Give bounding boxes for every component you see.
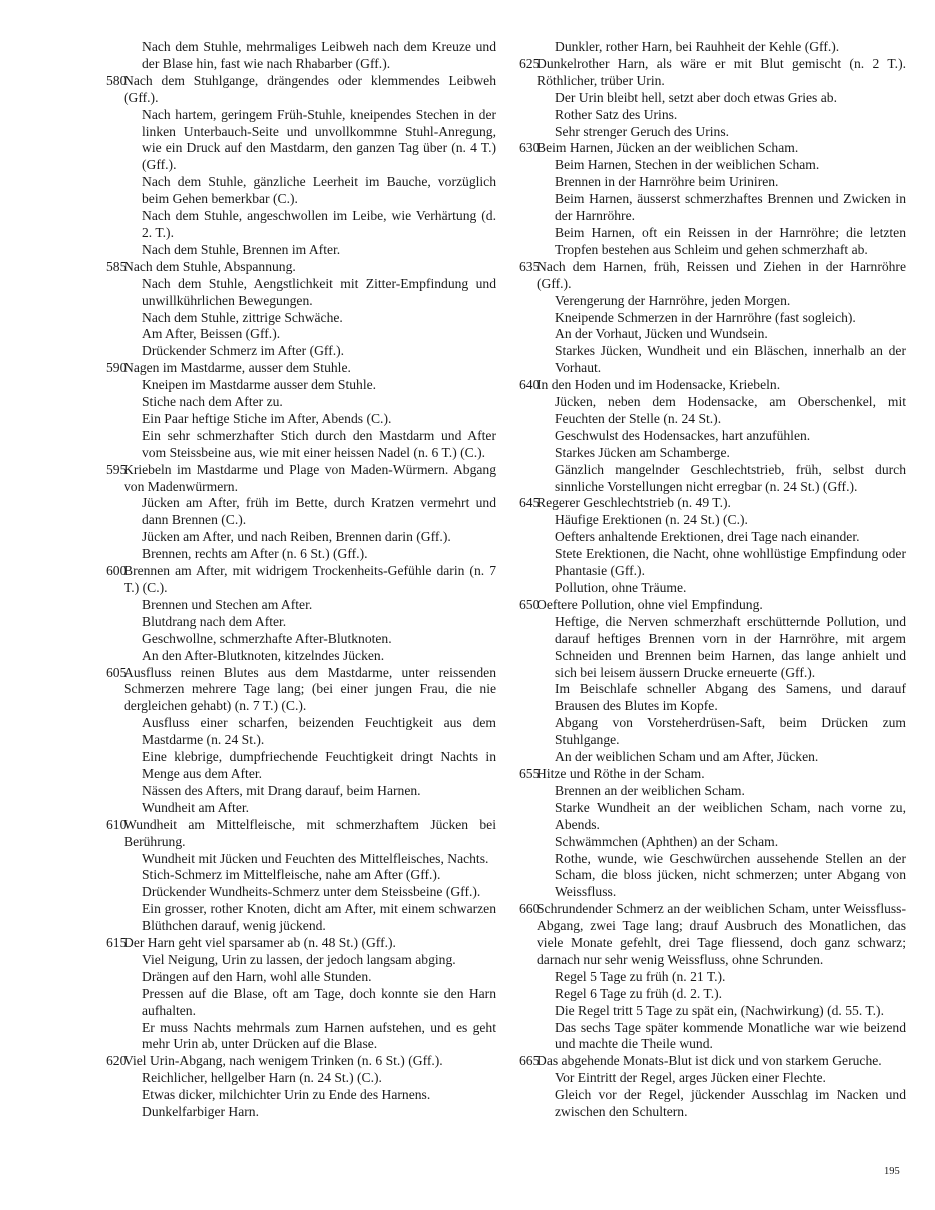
entry-number: 655 — [519, 765, 540, 781]
symptom-entry — [106, 259, 496, 276]
symptom-entry — [519, 140, 906, 157]
entry-text: Beim Harnen, Jücken an der weiblichen Scham. — [537, 140, 799, 156]
symptom-entry — [519, 124, 906, 141]
symptom-entry — [106, 1087, 496, 1104]
entry-text: Ein grosser, rother Knoten, dicht am After, mit einem schwarzen Blüthchen darauf, wenig jückend. — [142, 901, 496, 934]
entry-text: Nach dem Stuhle, zittrige Schwäche. — [142, 309, 343, 325]
symptom-entry — [106, 529, 496, 546]
symptom-entry — [106, 310, 496, 327]
entry-text: Regerer Geschlechtstrieb (n. 49 T.). — [537, 495, 731, 511]
symptom-entry — [519, 107, 906, 124]
entry-text: Die Regel tritt 5 Tage zu spät ein, (Nachwirkung) (d. 55. T.). — [555, 1002, 884, 1018]
entry-text: Kneipende Schmerzen in der Harnröhre (fast sogleich). — [555, 309, 856, 325]
symptom-entry — [519, 783, 906, 800]
symptom-entry — [519, 462, 906, 496]
symptom-entry — [106, 986, 496, 1020]
symptom-entry — [106, 901, 496, 935]
entry-number: 645 — [519, 495, 540, 511]
symptom-entry — [519, 715, 906, 749]
symptom-entry — [106, 276, 496, 310]
entry-text: Nach dem Stuhle, angeschwollen im Leibe, wie Verhärtung (d. 2. T.). — [142, 208, 496, 240]
entry-number: 660 — [519, 901, 540, 917]
symptom-entry — [106, 867, 496, 884]
symptom-entry — [106, 343, 496, 360]
entry-text: Oeftere Pollution, ohne viel Empfindung. — [537, 596, 763, 612]
entry-text: Starkes Jücken, Wundheit und ein Bläschen, innerhalb an der Vorhaut. — [555, 343, 906, 376]
symptom-entry — [519, 310, 906, 327]
entry-text: Nagen im Mastdarme, ausser dem Stuhle. — [124, 360, 351, 376]
symptom-entry — [106, 749, 496, 783]
symptom-entry — [106, 952, 496, 969]
entry-text: Etwas dicker, milchichter Urin zu Ende des Harnens. — [142, 1087, 431, 1103]
entry-text: Stiche nach dem After zu. — [142, 394, 283, 410]
entry-text: Ein sehr schmerzhafter Stich durch den Mastdarm und After vom Steissbeine aus, wie mit einer heissen Nadel (n. 6 T.) (C.). — [142, 427, 496, 460]
symptom-entry — [106, 1104, 496, 1121]
entry-text: Abgang von Vorsteherdrüsen-Saft, beim Drücken zum Stuhlgange. — [555, 715, 906, 748]
symptom-entry — [106, 546, 496, 563]
entry-text: Starke Wundheit an der weiblichen Scham, nach vorne zu, Abends. — [555, 799, 906, 832]
entry-text: Verengerung der Harnröhre, jeden Morgen. — [555, 292, 791, 308]
entry-text: Kriebeln im Mastdarme und Plage von Maden-Würmern. Abgang von Madenwürmern. — [124, 461, 496, 494]
symptom-entry — [519, 157, 906, 174]
symptom-entry — [519, 766, 906, 783]
symptom-entry — [519, 495, 906, 512]
entry-text: Drückender Schmerz im After (Gff.). — [142, 343, 345, 359]
left-column — [106, 39, 496, 1121]
symptom-entry — [519, 1087, 906, 1121]
entry-text: Reichlicher, hellgelber Harn (n. 24 St.) (C.). — [142, 1070, 382, 1086]
entry-text: Pressen auf die Blase, oft am Tage, doch konnte sie den Harn aufhalten. — [142, 985, 496, 1018]
entry-text: Nach dem Stuhle, mehrmaliges Leibweh nach dem Kreuze und der Blase hin, fast wie nach Rhabarber (Gff.). — [142, 39, 496, 71]
symptom-entry — [106, 648, 496, 665]
entry-text: Pollution, ohne Träume. — [555, 580, 687, 595]
symptom-entry — [106, 411, 496, 428]
symptom-entry — [106, 969, 496, 986]
symptom-entry — [519, 969, 906, 986]
entry-text: Brennen in der Harnröhre beim Uriniren. — [555, 174, 779, 190]
symptom-entry — [519, 614, 906, 682]
symptom-entry — [106, 394, 496, 411]
right-column — [519, 39, 906, 1121]
entry-text: Geschwulst des Hodensackes, hart anzufühlen. — [555, 427, 811, 443]
entry-text: Rothe, wunde, wie Geschwürchen aussehende Stellen an der Scham, die bloss jücken, nicht schmerzen; unter Abgang von Weissfluss. — [555, 850, 906, 900]
symptom-entry — [519, 529, 906, 546]
symptom-entry — [106, 462, 496, 496]
entry-text: Ein Paar heftige Stiche im After, Abends (C.). — [142, 410, 392, 426]
symptom-entry — [519, 377, 906, 394]
entry-text: Stich-Schmerz im Mittelfleische, nahe am After (Gff.). — [142, 867, 441, 883]
symptom-entry — [519, 39, 906, 56]
symptom-entry — [106, 851, 496, 868]
entry-text: Nässen des Afters, mit Drang darauf, beim Harnen. — [142, 782, 421, 798]
symptom-entry — [519, 56, 906, 90]
symptom-entry — [106, 242, 496, 259]
symptom-entry — [519, 1003, 906, 1020]
symptom-entry — [106, 107, 496, 175]
entry-text: Nach dem Stuhle, Abspannung. — [124, 258, 296, 274]
entry-text: Dunkler, rother Harn, bei Rauhheit der Kehle (Gff.). — [555, 39, 840, 54]
symptom-entry — [106, 73, 496, 107]
page-number: 195 — [884, 1166, 900, 1177]
symptom-entry — [519, 512, 906, 529]
entry-text: Oefters anhaltende Erektionen, drei Tage nach einander. — [555, 529, 860, 545]
entry-text: Regel 6 Tage zu früh (d. 2. T.). — [555, 985, 723, 1001]
symptom-entry — [106, 1020, 496, 1054]
symptom-entry — [106, 39, 496, 73]
entry-text: Gleich vor der Regel, jückender Ausschlag im Nacken und zwischen den Schultern. — [555, 1087, 906, 1120]
entry-text: Hitze und Röthe in der Scham. — [537, 765, 705, 781]
entry-text: Eine klebrige, dumpfriechende Feuchtigkeit dringt Nachts in Menge aus dem After. — [142, 749, 496, 781]
entry-text: Regel 5 Tage zu früh (n. 21 T.). — [555, 968, 726, 984]
entry-text: Er muss Nachts mehrmals zum Harnen aufstehen, und es geht mehr Urin ab, unter Drücken auf die Blase. — [142, 1019, 496, 1052]
entry-text: Stete Erektionen, die Nacht, ohne wohllüstige Empfindung oder Phantasie (Gff.). — [555, 546, 906, 579]
symptom-entry — [106, 174, 496, 208]
symptom-entry — [106, 208, 496, 242]
entry-text: Brennen an der weiblichen Scham. — [555, 782, 745, 798]
entry-number: 600 — [106, 563, 127, 579]
entry-text: Wundheit am Mittelfleische, mit schmerzhaftem Jücken bei Berührung. — [124, 816, 496, 849]
symptom-entry — [106, 563, 496, 597]
entry-text: Dunkelrother Harn, als wäre er mit Blut gemischt (n. 2 T.). Röthlicher, trüber Urin. — [537, 55, 906, 88]
entry-number: 595 — [106, 461, 127, 477]
symptom-entry — [519, 225, 906, 259]
symptom-entry — [106, 800, 496, 817]
symptom-entry — [519, 445, 906, 462]
entry-text: Häufige Erektionen (n. 24 St.) (C.). — [555, 512, 748, 528]
symptom-entry — [519, 749, 906, 766]
symptom-entry — [106, 377, 496, 394]
symptom-entry — [106, 597, 496, 614]
symptom-entry — [519, 681, 906, 715]
entry-number: 585 — [106, 258, 127, 274]
entry-number: 630 — [519, 140, 540, 156]
symptom-entry — [519, 394, 906, 428]
entry-text: Nach dem Stuhlgange, drängendes oder klemmendes Leibweh (Gff.). — [124, 72, 496, 105]
symptom-entry — [106, 614, 496, 631]
symptom-entry — [519, 293, 906, 310]
entry-text: Nach dem Stuhle, Brennen im After. — [142, 241, 341, 257]
entry-text: Starkes Jücken am Schamberge. — [555, 444, 730, 460]
entry-text: Brennen, rechts am After (n. 6 St.) (Gff.). — [142, 546, 368, 562]
entry-text: Beim Harnen, Stechen in der weiblichen Scham. — [555, 157, 820, 173]
symptom-entry — [106, 326, 496, 343]
entry-text: Brennen und Stechen am After. — [142, 596, 313, 612]
symptom-entry — [519, 851, 906, 902]
entry-text: Schwämmchen (Aphthen) an der Scham. — [555, 833, 779, 849]
entry-text: In den Hoden und im Hodensacke, Kriebeln. — [537, 377, 781, 393]
entry-text: Brennen am After, mit widrigem Trockenheits-Gefühle darin (n. 7 T.) (C.). — [124, 563, 496, 595]
symptom-entry — [519, 191, 906, 225]
entry-number: 610 — [106, 816, 127, 832]
entry-text: Jücken, neben dem Hodensacke, am Oberschenkel, mit Feuchten der Stelle (n. 24 St.). — [555, 394, 906, 426]
entry-text: Rother Satz des Urins. — [555, 106, 678, 122]
entry-text: Geschwollne, schmerzhafte After-Blutknoten. — [142, 630, 392, 646]
symptom-entry — [519, 1020, 906, 1054]
entry-text: Viel Neigung, Urin zu lassen, der jedoch langsam abging. — [142, 951, 456, 967]
entry-text: Der Urin bleibt hell, setzt aber doch etwas Gries ab. — [555, 89, 837, 105]
entry-text: Am After, Beissen (Gff.). — [142, 326, 281, 342]
entry-text: Beim Harnen, oft ein Reissen in der Harnröhre; die letzten Tropfen bestehen aus Schleim und gehen schmerzhaft ab. — [555, 224, 906, 257]
entry-text: Das abgehende Monats-Blut ist dick und von starkem Geruche. — [537, 1053, 882, 1069]
symptom-entry — [519, 580, 906, 597]
entry-number: 650 — [519, 596, 540, 612]
entry-number: 580 — [106, 72, 127, 88]
entry-text: Blutdrang nach dem After. — [142, 613, 287, 629]
entry-text: Im Beischlafe schneller Abgang des Samens, und darauf Brausen des Blutes im Kopfe. — [555, 681, 906, 714]
entry-number: 615 — [106, 935, 127, 951]
symptom-entry — [106, 935, 496, 952]
entry-text: Jücken am After, früh im Bette, durch Kratzen vermehrt und dann Brennen (C.). — [142, 495, 496, 528]
entry-text: Das sechs Tage später kommende Monatliche war wie beizend und machte die Theile wund. — [555, 1019, 906, 1052]
entry-text: Nach hartem, geringem Früh-Stuhle, kneipendes Stechen in der linken Unterbauch-Seite und unvollkommne Stuhl-Anregung, wie ein Druck auf den Mastdarm, den ganzen Tag über (n. 4 T.) (Gff.). — [142, 106, 496, 173]
symptom-entry — [519, 800, 906, 834]
symptom-entry — [106, 1053, 496, 1070]
entry-text: Kneipen im Mastdarme ausser dem Stuhle. — [142, 377, 377, 393]
entry-text: Drängen auf den Harn, wohl alle Stunden. — [142, 968, 372, 984]
symptom-entry — [519, 1053, 906, 1070]
symptom-entry — [106, 360, 496, 377]
entry-text: An der Vorhaut, Jücken und Wundsein. — [555, 326, 768, 342]
symptom-entry — [519, 986, 906, 1003]
entry-text: Viel Urin-Abgang, nach wenigem Trinken (n. 6 St.) (Gff.). — [124, 1053, 443, 1069]
symptom-entry — [106, 495, 496, 529]
symptom-entry — [519, 834, 906, 851]
entry-text: An den After-Blutknoten, kitzelndes Jücken. — [142, 647, 385, 663]
entry-number: 605 — [106, 664, 127, 680]
entry-number: 590 — [106, 360, 127, 376]
symptom-entry — [519, 174, 906, 191]
entry-text: Beim Harnen, äusserst schmerzhaftes Brennen und Zwicken in der Harnröhre. — [555, 191, 906, 224]
symptom-entry — [106, 783, 496, 800]
entry-text: Dunkelfarbiger Harn. — [142, 1104, 260, 1120]
entry-text: Nach dem Stuhle, Aengstlichkeit mit Zitter-Empfindung und unwillkührlichen Bewegungen. — [142, 275, 496, 308]
entry-text: Heftige, die Nerven schmerzhaft erschütternde Pollution, und darauf heftiges Brennen vorn in der Harnröhre, mit argem Schneiden und Brennen beim Harnen, das lange anhielt und sich bei leisem äussern Drucke erneuerte (Gff.). — [555, 613, 906, 680]
symptom-entry — [519, 90, 906, 107]
entry-number: 625 — [519, 55, 540, 71]
entry-text: An der weiblichen Scham und am After, Jücken. — [555, 749, 819, 765]
entry-text: Schrundender Schmerz an der weiblichen Scham, unter Weissfluss-Abgang, zwei Tage lang; drauf Ausbruch des Monatlichen, das viele Monate gefehlt, drei Tage fliessend, doch ganz schwarz; darnach nur sehr wenig Weissfluss, ohne Schrunden. — [537, 901, 906, 967]
entry-number: 665 — [519, 1053, 540, 1069]
entry-text: Ausfluss einer scharfen, beizenden Feuchtigkeit aus dem Mastdarme (n. 24 St.). — [142, 715, 496, 748]
entry-number: 620 — [106, 1053, 127, 1069]
symptom-entry — [106, 665, 496, 716]
symptom-entry — [106, 631, 496, 648]
symptom-entry — [519, 901, 906, 969]
symptom-entry — [519, 343, 906, 377]
entry-text: Nach dem Harnen, früh, Reissen und Ziehen in der Harnröhre (Gff.). — [537, 258, 906, 291]
entry-text: Drückender Wundheits-Schmerz unter dem Steissbeine (Gff.). — [142, 884, 481, 900]
symptom-entry — [519, 597, 906, 614]
entry-text: Vor Eintritt der Regel, arges Jücken einer Flechte. — [555, 1070, 826, 1086]
entry-text: Jücken am After, und nach Reiben, Brennen darin (Gff.). — [142, 529, 451, 545]
symptom-entry — [519, 1070, 906, 1087]
symptom-entry — [106, 715, 496, 749]
symptom-entry — [106, 884, 496, 901]
symptom-entry — [519, 326, 906, 343]
entry-text: Der Harn geht viel sparsamer ab (n. 48 St.) (Gff.). — [124, 935, 396, 951]
symptom-entry — [519, 259, 906, 293]
entry-number: 635 — [519, 258, 540, 274]
symptom-entry — [106, 428, 496, 462]
symptom-entry — [519, 428, 906, 445]
entry-text: Sehr strenger Geruch des Urins. — [555, 123, 730, 139]
symptom-entry — [106, 817, 496, 851]
entry-text: Ausfluss reinen Blutes aus dem Mastdarme, unter reissenden Schmerzen mehrere Tage lang; (bei einer jungen Frau, die nie dergleichen gehabt) (n. 7 T.) (C.). — [124, 664, 496, 714]
symptom-entry — [106, 1070, 496, 1087]
entry-text: Gänzlich mangelnder Geschlechtstrieb, früh, selbst durch sinnliche Vorstellungen nicht erregbar (n. 24 St.) (Gff.). — [555, 461, 906, 494]
entry-text: Nach dem Stuhle, gänzliche Leerheit im Bauche, vorzüglich beim Gehen bemerkbar (C.). — [142, 174, 496, 207]
entry-text: Wundheit am After. — [142, 799, 250, 815]
entry-text: Wundheit mit Jücken und Feuchten des Mittelfleisches, Nachts. — [142, 850, 489, 866]
symptom-entry — [519, 546, 906, 580]
entry-number: 640 — [519, 377, 540, 393]
